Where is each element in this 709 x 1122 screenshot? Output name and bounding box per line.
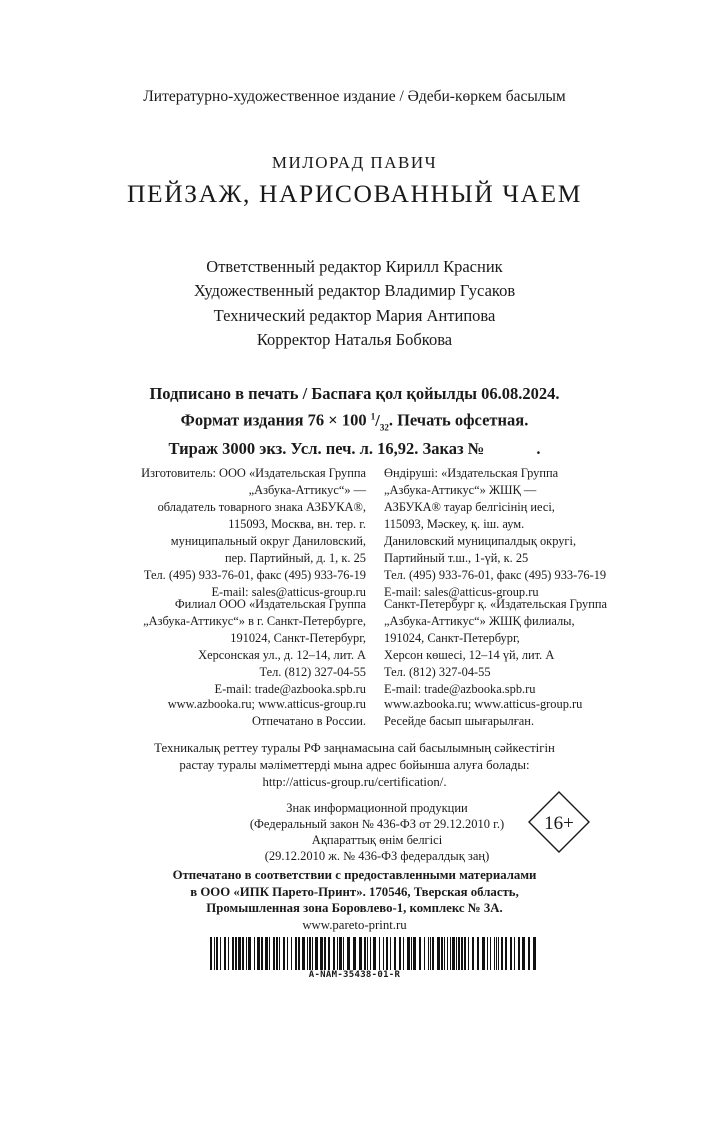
barcode-bar xyxy=(447,937,448,970)
barcode-bar xyxy=(505,937,507,970)
barcode-bar xyxy=(383,937,384,970)
barcode-bar xyxy=(328,937,330,970)
barcode-bar xyxy=(501,937,503,970)
print-signed: Подписано в печать / Баспаға қол қойылды 06.08.2024. xyxy=(149,384,560,403)
barcode-bar xyxy=(452,937,455,970)
barcode-bar xyxy=(518,937,520,970)
web-kz: www.azbooka.ru; www.atticus-group.ru Ресейде басып шығарылған. xyxy=(384,697,583,728)
barcode-bar xyxy=(248,937,251,970)
age-rating-label: 16+ xyxy=(544,813,574,834)
barcode-bar xyxy=(254,937,255,970)
barcode-bar xyxy=(364,937,366,970)
age-rating-badge xyxy=(527,790,591,854)
barcode-bar xyxy=(238,937,241,970)
barcode-bar xyxy=(324,937,326,970)
barcode-bar xyxy=(315,937,318,970)
barcode-bar xyxy=(528,937,530,970)
barcode-bar xyxy=(444,937,445,970)
barcode-bar xyxy=(320,937,323,970)
barcode-bar xyxy=(279,937,280,970)
print-circulation: Тираж 3000 экз. Усл. печ. л. 16,92. Заказ № . xyxy=(168,438,541,458)
barcode-bar xyxy=(214,937,215,970)
barcode-bar xyxy=(273,937,275,970)
barcode-bar xyxy=(359,937,362,970)
barcode-bar xyxy=(298,937,300,970)
barcode-bar xyxy=(494,937,495,970)
barcode-bar xyxy=(394,937,396,970)
barcode-bar xyxy=(291,937,292,970)
barcode-bar xyxy=(242,937,244,970)
barcode-bar xyxy=(276,937,278,970)
branch-ru: Филиал ООО «Издательская Группа „Азбука-Аттикус“» в г. Санкт-Петербурге, 191024, Санкт-Петербург, Херсонская ул., д. 12–14, лит. А Тел. (812) 327-04-55 E-mail: trade@azbooka.spb.ru xyxy=(143,597,366,696)
barcode-bar xyxy=(353,937,356,970)
barcode-bar xyxy=(283,937,285,970)
barcode-bar xyxy=(390,937,391,970)
barcode-bar xyxy=(295,937,297,970)
barcode-bar xyxy=(307,937,308,970)
info-product-sign: Знак информационной продукции (Федеральный закон № 436-ФЗ от 29.12.2010 г.) Ақпараттық өнім белгісі (29.12.2010 ж. № 436-ФЗ федералдық заң) xyxy=(249,801,505,863)
barcode-bar xyxy=(333,937,335,970)
staff-line: Ответственный редактор Кирилл Красник xyxy=(206,257,503,276)
barcode-bar xyxy=(228,937,229,970)
barcode-bar xyxy=(257,937,260,970)
barcode-bar xyxy=(309,937,311,970)
staff-line: Художественный редактор Владимир Гусаков xyxy=(193,281,516,301)
barcode-bar xyxy=(347,937,350,970)
print-format: Формат издания 76 × 100 $^1/_{32}$. Печать офсетная. xyxy=(180,410,529,432)
barcode-bar xyxy=(522,937,525,970)
barcode-bar xyxy=(490,937,491,970)
barcode-bar xyxy=(456,937,457,970)
barcode-bar xyxy=(514,937,515,970)
book-title: ПЕЙЗАЖ, НАРИСОВАННЫЙ ЧАЕМ xyxy=(127,179,582,208)
barcode-bar xyxy=(468,937,469,970)
web-ru: www.azbooka.ru; www.atticus-group.ru Отпечатано в России. xyxy=(167,697,366,728)
barcode-bar xyxy=(487,937,488,970)
genre-line: Литературно-художественное издание / Әдеби-көркем басылым xyxy=(143,88,566,105)
barcode-bar xyxy=(403,937,404,970)
branch-kz: Санкт-Петербург қ. «Издательская Группа „Азбука-Аттикус“» ЖШҚ филиалы, 191024, Санкт-Петербург, Херсон көшесі, 12–14 үй, лит. А Тел. (812) 327-04-55 E-mail: trade@azbooka.spb.ru xyxy=(384,597,608,696)
barcode-bar xyxy=(339,937,342,970)
barcode-bar xyxy=(498,937,499,970)
barcode-bar xyxy=(343,937,344,970)
printer-url: www.pareto-print.ru xyxy=(302,917,407,932)
barcode-bar xyxy=(367,937,368,970)
barcode-bar xyxy=(424,937,425,970)
barcode-bar xyxy=(373,937,376,970)
barcode-bar xyxy=(477,937,479,970)
manufacturer-kz: Өндіруші: «Издательская Группа „Азбука-Аттикус“» ЖШҚ — АЗБУКА® тауар белгісінің иесі, 115093, Мәскеу, қ. іш. аум. Даниловский муниципалдық округі, Партийный т.ш., 1-үй, к. 25 Тел. (495) 933-76-01, факс (495) 933-76-19 E-mail: sales@atticus-group.ru xyxy=(384,466,607,599)
barcode-bar xyxy=(411,937,412,970)
barcode-bar xyxy=(210,937,212,970)
barcode-bar xyxy=(510,937,512,970)
barcode-bar xyxy=(472,937,474,970)
barcode-bar xyxy=(232,937,234,970)
barcode-bar xyxy=(386,937,388,970)
barcode-bar xyxy=(464,937,466,970)
barcode-bar xyxy=(220,937,221,970)
barcode-bar xyxy=(399,937,401,970)
barcode xyxy=(210,937,540,970)
barcode-bar xyxy=(216,937,218,970)
barcode-bar xyxy=(458,937,460,970)
barcode-bar xyxy=(496,937,497,970)
barcode-bar xyxy=(461,937,463,970)
barcode-bar xyxy=(269,937,270,970)
staff-line: Корректор Наталья Бобкова xyxy=(256,329,453,349)
print-info xyxy=(0,383,709,460)
barcode-bar xyxy=(428,937,429,970)
barcode-bar xyxy=(224,937,226,970)
manufacturer-ru: Изготовитель: ООО «Издательская Группа „Азбука-Аттикус“» — обладатель товарного знака АЗБУКА®, 115093, Москва, вн. тер. г. муниципальный округ Даниловский, пер. Партийный, д. 1, к. 25 Тел. (495) 933-76-01, факс (495) 933-76-19 E-mail: sales@atticus-group.ru xyxy=(141,466,366,599)
staff-line: Технический редактор Мария Антипова xyxy=(213,305,496,325)
barcode-bar xyxy=(482,937,485,970)
barcode-bar xyxy=(302,937,305,970)
barcode-bar xyxy=(432,937,434,970)
barcode-bar xyxy=(265,937,268,970)
barcode-bar xyxy=(413,937,416,970)
format-fraction: $^1/_{32}$ xyxy=(370,410,389,432)
barcode-bar xyxy=(419,937,421,970)
barcode-bar xyxy=(337,937,338,970)
barcode-bar xyxy=(450,937,451,970)
barcode-bar xyxy=(370,937,371,970)
barcode-code: A-NAM-35438-01-R xyxy=(308,970,401,980)
technical-regulation: Техникалық реттеу туралы РФ заңнамасына сай басылымның сәйкестігін растау туралы мәліметтерді мына адрес бойынша алуға болады: http://atticus-group.ru/certification/. xyxy=(154,741,555,789)
barcode-bar xyxy=(441,937,443,970)
barcode-bar xyxy=(533,937,536,970)
printer-info: Отпечатано в соответствии с предоставленными материалами в ООО «ИПК Парето-Принт». 170546, Тверская область, Промышленная зона Боровлево-1, комплекс № 3А. www.pareto-print.ru xyxy=(0,867,709,933)
barcode-bar xyxy=(246,937,247,970)
barcode-bar xyxy=(379,937,380,970)
barcode-bar xyxy=(235,937,237,970)
barcode-bar xyxy=(261,937,263,970)
staff-credits xyxy=(0,255,709,352)
barcode-bar xyxy=(407,937,410,970)
barcode-bar xyxy=(430,937,431,970)
barcode-bar xyxy=(287,937,288,970)
author-name: МИЛОРАД ПАВИЧ xyxy=(271,153,438,172)
barcode-bar xyxy=(437,937,440,970)
barcode-bar xyxy=(312,937,313,970)
